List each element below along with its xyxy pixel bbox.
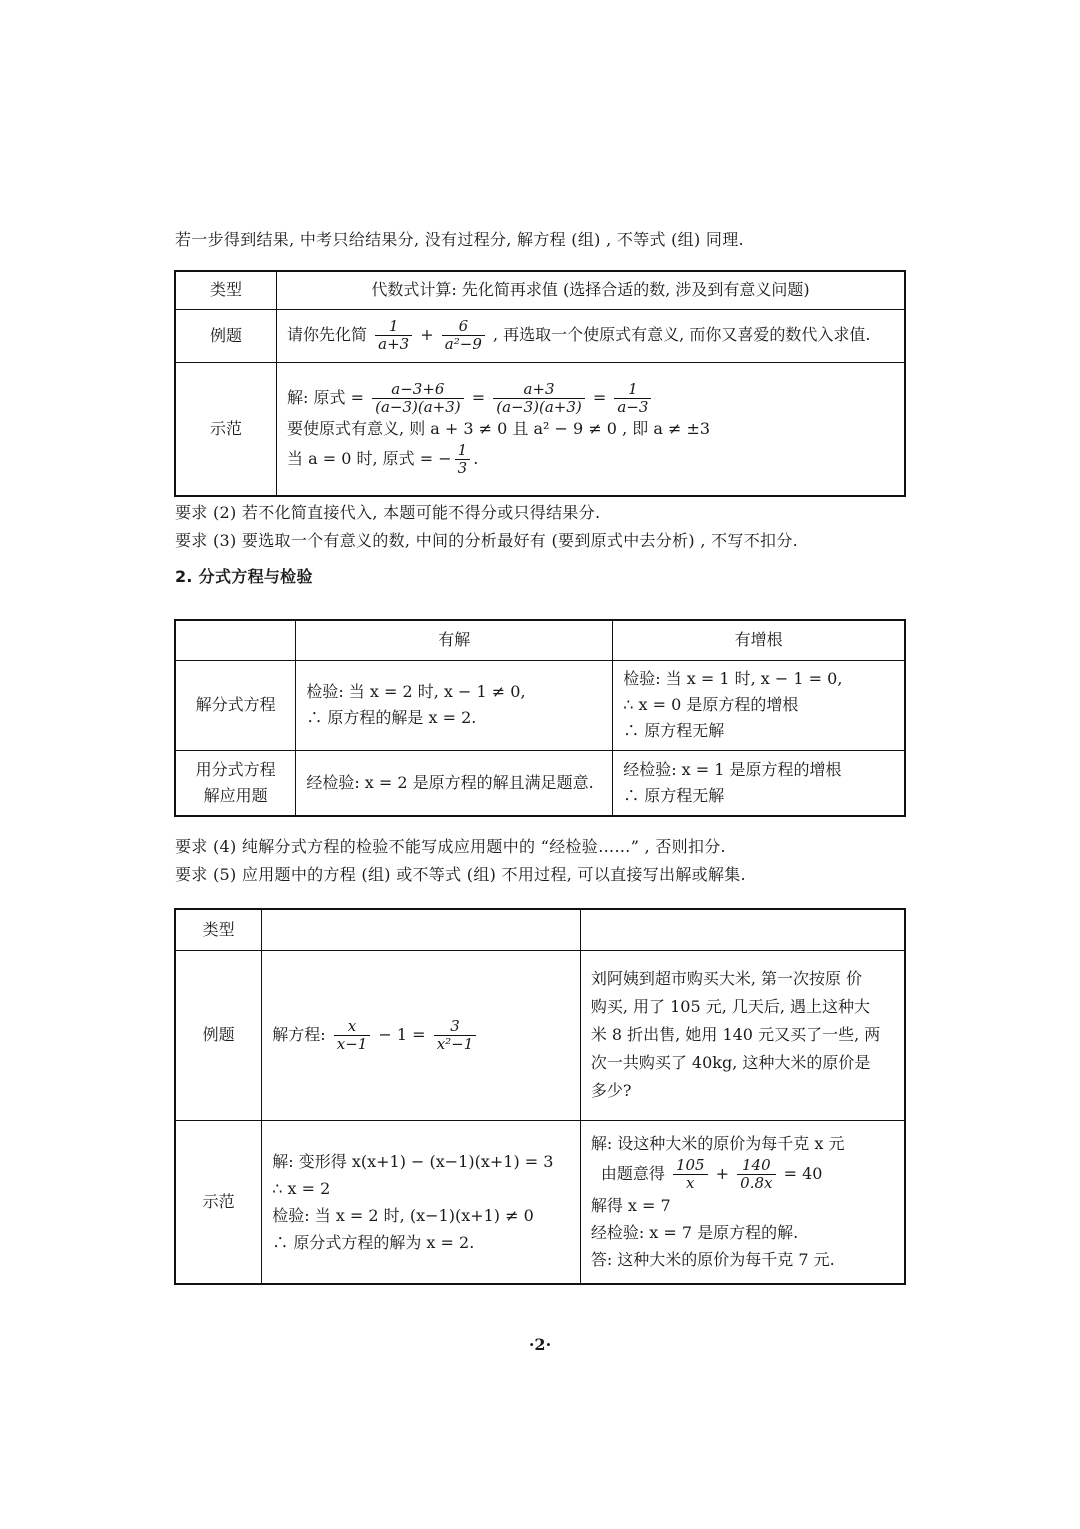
denominator: (a−3)(a+3): [372, 398, 464, 416]
denominator: x²−1: [434, 1035, 477, 1053]
table-row: [175, 660, 905, 750]
denominator: a−3: [614, 398, 651, 416]
table-row: [175, 362, 905, 496]
table-row: [175, 1120, 905, 1284]
fraction: [673, 1157, 708, 1192]
text-line: 检验: 当 x = 2 时, (x−1)(x+1) ≠ 0: [272, 1205, 534, 1225]
minus-one-equals: − 1 =: [378, 1024, 426, 1044]
denominator: x−1: [334, 1035, 371, 1053]
period: .: [473, 448, 479, 468]
text-line: 刘阿姨到超市购买大米, 第一次按原 价: [590, 969, 863, 988]
requirement-4: 要求 (4) 纯解分式方程的检验不能写成应用题中的 “经检验……” , 否则扣分.: [175, 837, 726, 856]
cell: [580, 1120, 905, 1284]
text-line: 经检验: x = 1 是原方程的增根: [623, 759, 842, 779]
numerator: a−3+6: [391, 379, 445, 398]
numerator: 1: [388, 317, 399, 335]
example-label: 例题: [175, 309, 277, 362]
fraction: [455, 442, 471, 477]
demo-label: 示范: [175, 362, 277, 496]
table-row: [175, 271, 905, 309]
cell: [580, 909, 905, 950]
text-line: 米 8 折出售, 她用 140 元又买了一些, 两: [590, 1025, 881, 1044]
text-line: 解: 变形得 x(x+1) − (x−1)(x+1) = 3: [272, 1151, 554, 1171]
example-cell: [277, 309, 905, 362]
demo-label: 示范: [175, 1120, 262, 1284]
intro-text: 若一步得到结果, 中考只给结果分, 没有过程分, 解方程 (组) , 不等式 (组) 同理.: [175, 230, 744, 249]
cell: [296, 660, 613, 750]
example-prefix: 解方程:: [272, 1024, 326, 1044]
demo-line-2: 要使原式有意义, 则 a + 3 ≠ 0 且 a² − 9 ≠ 0 , 即 a ≠ ±3: [287, 418, 711, 438]
text-prefix: 由题意得: [600, 1164, 665, 1184]
table-row: [175, 309, 905, 362]
text-line: 解: 设这种大米的原价为每千克 x 元: [590, 1134, 845, 1154]
fraction: [442, 318, 485, 353]
table-row: [175, 620, 905, 660]
example-label: 例题: [175, 950, 262, 1120]
cell: [262, 1120, 581, 1284]
text-line: 次一共购买了 40kg, 这种大米的原价是: [590, 1053, 871, 1072]
fraction: [434, 1018, 477, 1053]
numerator: 6: [458, 317, 469, 335]
denominator: (a−3)(a+3): [493, 398, 585, 416]
text-line: 多少?: [590, 1081, 632, 1100]
text-line: ∴ 原方程的解是 x = 2.: [306, 708, 477, 727]
fraction: [375, 318, 412, 353]
fraction: [334, 1018, 371, 1053]
header-extraneous-root: 有增根: [613, 620, 905, 660]
text-line: ∴ 原分式方程的解为 x = 2.: [272, 1232, 475, 1252]
text-line: 答: 这种大米的原价为每千克 7 元.: [590, 1250, 835, 1270]
requirement-3: 要求 (3) 要选取一个有意义的数, 中间的分析最好有 (要到原式中去分析) , 不写不扣分.: [175, 531, 799, 550]
text-line: ∴ 原方程无解: [623, 721, 725, 740]
plus-sign: +: [420, 325, 434, 344]
table-row: [175, 909, 905, 950]
denominator: a+3: [375, 335, 412, 353]
demo-cell: [277, 362, 905, 496]
equals-sign: =: [471, 387, 486, 407]
type-label: 类型: [175, 271, 277, 309]
section-2-title: 2. 分式方程与检验: [175, 567, 313, 586]
numerator: a+3: [523, 379, 555, 398]
numerator: 3: [450, 1016, 460, 1035]
equals-forty: = 40: [783, 1164, 823, 1184]
numerator: x: [347, 1016, 357, 1035]
requirement-5: 要求 (5) 应用题中的方程 (组) 或不等式 (组) 不用过程, 可以直接写出解或解集.: [175, 865, 746, 884]
row-label-solve: 解分式方程: [175, 660, 296, 750]
plus-sign: +: [715, 1164, 730, 1184]
cell: [613, 750, 905, 816]
example-suffix: , 再选取一个使原式有意义, 而你又喜爱的数代入求值.: [492, 325, 871, 344]
type-label: 类型: [175, 909, 262, 950]
text-line: 购买, 用了 105 元, 几天后, 遇上这种大: [590, 997, 871, 1016]
text-line: ∴ x = 0 是原方程的增根: [623, 695, 799, 714]
cell: [613, 660, 905, 750]
fraction: [372, 381, 464, 416]
header-blank: [175, 620, 296, 660]
page-number: ·2·: [528, 1335, 552, 1354]
cell: [296, 750, 613, 816]
cell: [262, 950, 581, 1120]
table-row: [175, 750, 905, 816]
text-line: 检验: 当 x = 2 时, x − 1 ≠ 0,: [306, 682, 526, 701]
numerator: 105: [675, 1156, 705, 1175]
text-line: 检验: 当 x = 1 时, x − 1 = 0,: [623, 669, 843, 688]
text-line: 经检验: x = 7 是原方程的解.: [590, 1223, 799, 1243]
demo-prefix: 解: 原式 =: [287, 387, 365, 407]
header-has-solution: 有解: [296, 620, 613, 660]
fraction: [737, 1157, 775, 1192]
denominator: a²−9: [442, 335, 485, 353]
type-value: 代数式计算: 先化简再求值 (选择合适的数, 涉及到有意义问题): [277, 271, 905, 309]
demo-line-3-prefix: 当 a = 0 时, 原式 = −: [287, 448, 452, 468]
requirement-2: 要求 (2) 若不化简直接代入, 本题可能不得分或只得结果分.: [175, 503, 601, 522]
text-line: 解得 x = 7: [590, 1196, 671, 1216]
row-label-application: [175, 750, 296, 816]
denominator: 0.8x: [737, 1174, 775, 1192]
denominator: 3: [455, 459, 471, 477]
text-line: ∴ 原方程无解: [623, 785, 725, 805]
text-line: ∴ x = 2: [272, 1178, 331, 1198]
numerator: 140: [742, 1156, 771, 1175]
table-row: [175, 950, 905, 1120]
denominator: x: [673, 1174, 708, 1192]
text-line: 解应用题: [203, 785, 268, 805]
example-prefix: 请你先化简: [287, 325, 368, 344]
equals-sign: =: [592, 387, 607, 407]
fractional-equation-table: [174, 619, 906, 817]
word-problem-cell: [580, 950, 905, 1120]
numerator: 1: [628, 379, 638, 398]
numerator: 1: [457, 440, 468, 459]
text-line: 用分式方程: [195, 759, 276, 779]
fraction: [493, 381, 585, 416]
equation-examples-table: [174, 908, 906, 1285]
cell: [262, 909, 581, 950]
fraction: [614, 381, 651, 416]
text-line: 经检验: x = 2 是原方程的解且满足题意.: [306, 772, 594, 792]
algebra-table: [174, 270, 906, 497]
